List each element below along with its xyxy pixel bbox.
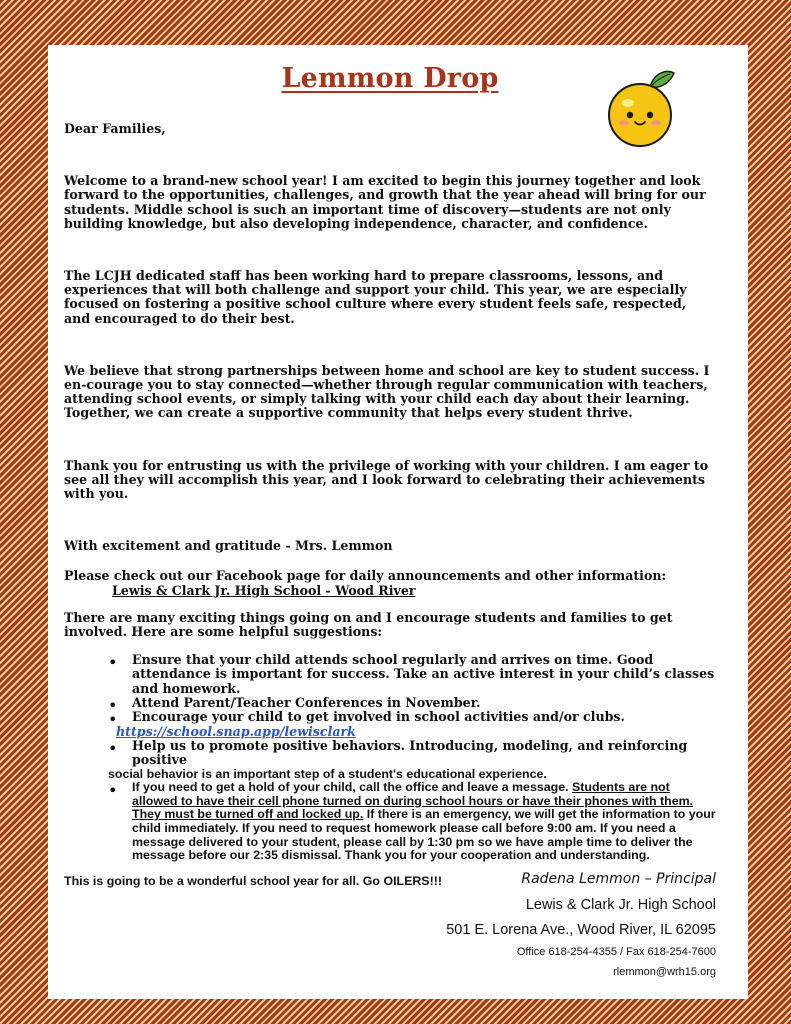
facebook-line: Please check out our Facebook page for daily announcements and other information: [64, 568, 667, 584]
list-item [108, 653, 716, 696]
closing-line: This is going to be a wonderful school year for all. Go OILERS!!! [64, 873, 442, 888]
conferences-item: • Attend Parent/Teacher Conferences in November. [132, 694, 481, 710]
suggestions-list [64, 653, 716, 724]
newsletter-title: Lemmon Drop [281, 63, 499, 94]
signature-name: Radena Lemmon – Principal [521, 871, 716, 887]
staff-paragraph: The LCJH dedicated staff has been working hard to prepare classrooms, lessons, and experiences that will both challenge and support your child. This year, we are especially focused on fostering a positive school culture where every student feels safe, respected, and encouraged to do their best. [64, 268, 687, 326]
signature-phone: Office 618-254-4355 / Fax 618-254-7600 [516, 946, 716, 958]
list-item [108, 781, 716, 863]
greeting: Dear Families, [64, 121, 166, 136]
signature-address: 501 E. Lorena Ave., Wood River, IL 62095 [446, 922, 716, 938]
suggestions-list-2 [64, 739, 716, 767]
activities-item: • Encourage your child to get involved in school activities and/or clubs. [132, 709, 625, 725]
list-item [108, 696, 716, 710]
newsletter-page [48, 45, 748, 999]
phone-policy-intro: If you need to get a hold of your child, call the office and leave a message. [132, 780, 572, 795]
suggestions-list-3 [64, 781, 716, 863]
phone-policy-details: If there is an emergency, we will get the information to your child immediately. If you need to request homework please call before 9:00 am. If you need a message delivered to your student, please call by 1:30 pm so we have ample time to deliver the message before our 2:35 dismissal. Thank you for your cooperation and understanding. [132, 807, 716, 863]
signature-email[interactable]: rlemmon@wrh15.org [613, 966, 716, 978]
clubs-link[interactable]: https://school.snap.app/lewisclark [116, 724, 356, 740]
phone-policy-rule: Students are not allowed to have their cell phone turned on during school hours or have their phones with them. They must be turned off and locked up. [132, 780, 694, 822]
lemon-mascot-icon [606, 65, 678, 151]
behavior-item: • Help us to promote positive behaviors. Introducing, modeling, and reinforcing positive [132, 738, 688, 768]
signature-school: Lewis & Clark Jr. High School [525, 897, 716, 913]
behavior-item-continued: social behavior is an important step of a student's educational experience. [108, 766, 547, 781]
list-item [108, 739, 716, 767]
list-item [108, 710, 716, 724]
attendance-item: • Ensure that your child attends school regularly and arrives on time. Good attendance is important for success. Take an active interest in your child’s classes and homework. [132, 652, 715, 696]
facebook-page-name[interactable]: Lewis & Clark Jr. High School - Wood River [112, 582, 416, 598]
partnership-paragraph: We believe that strong partnerships between home and school are key to student success. I en-courage you to stay connected—whether through regular communication with teachers, attending school events, or simply talking with your child each day about their learning. Together, we can create a supportive community that helps every student thrive. [64, 362, 710, 421]
signoff-line: With excitement and gratitude - Mrs. Lemmon [64, 538, 393, 554]
phone-policy-item [108, 781, 716, 863]
welcome-paragraph: Welcome to a brand-new school year! I am excited to begin this journey together and look forward to the opportunities, challenges, and growth that the year ahead will bring for our students. Middle school is such an important time of discovery—students are not only building knowledge, but also developing independence, character, and confidence. [64, 173, 706, 231]
involvement-paragraph: There are many exciting things going on and I encourage students and families to get involved. Here are some helpful suggestions: [64, 609, 673, 640]
thanks-paragraph: Thank you for entrusting us with the privilege of working with your children. I am eager to see all they will accomplish this year, and I look forward to celebrating their achievements with you. [64, 457, 709, 502]
